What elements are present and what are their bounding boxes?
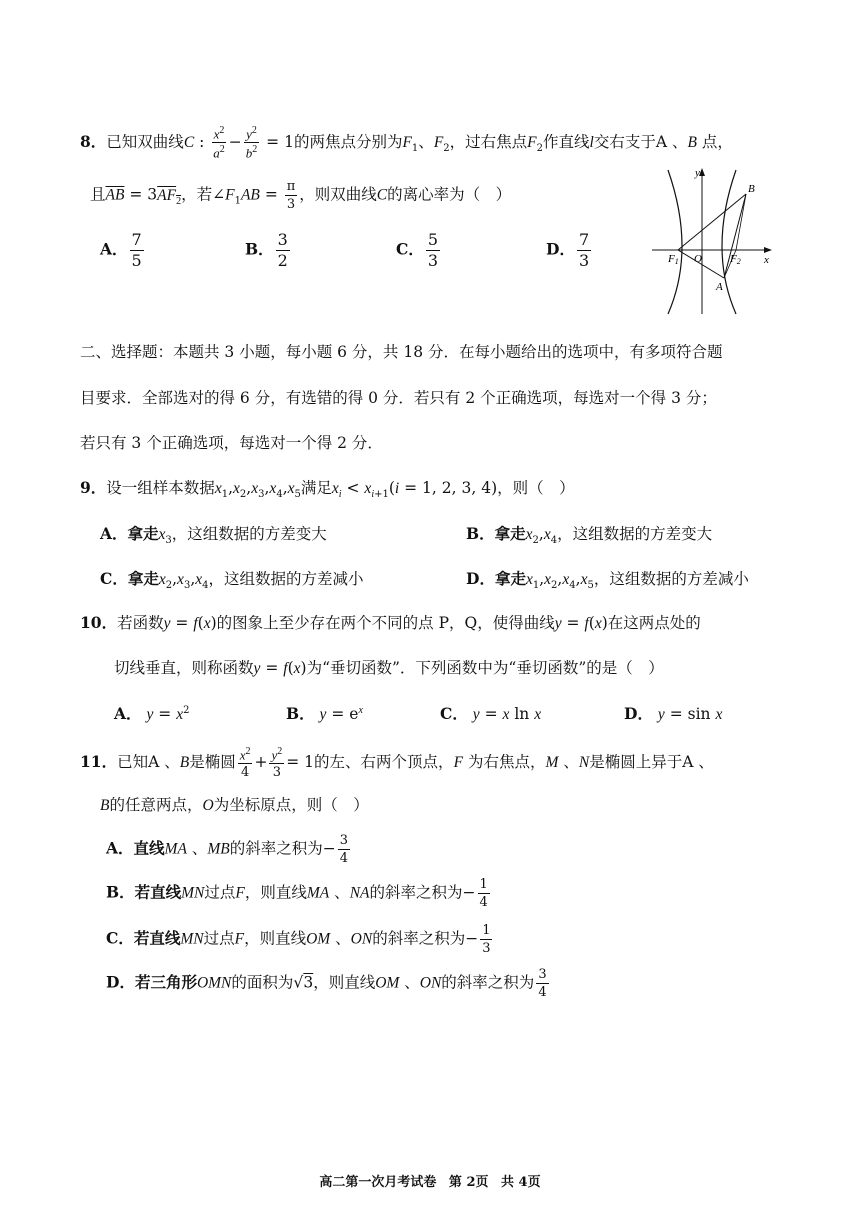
footer-page: 第 2页 [448, 1175, 489, 1190]
footer-total: 共 4页 [501, 1175, 541, 1190]
hyperbola-figure [650, 166, 780, 316]
fig-label-O: O [694, 253, 702, 265]
q11-stem-mid2: 的左、右两个顶点， [314, 753, 454, 772]
q9-option-c[interactable]: C．拿走$x_2,x_3,x_4$，这组数据的方差减小 [100, 569, 364, 592]
footer-title: 高二第一次月考试卷 [319, 1175, 437, 1190]
q9-stem: 9．设一组样本数据$x_1,x_2,x_3,x_4,x_5$满足$x_i < x_{i+1}(i = 1$, 2, 3, 4)，则（ ） [80, 478, 575, 501]
q8-line2-end: ，则双曲线 [299, 185, 377, 204]
fig-label-F1: F1 [668, 253, 679, 266]
q11-option-d[interactable]: D．若三角形OMN的面积为√3，则直线OM 、ON的斜率之积为 $\frac{3}{4}$ [106, 967, 547, 1000]
q11-option-c[interactable]: C．若直线MN过点F，则直线OM 、ON的斜率之积为− $\frac{1}{3}$ [106, 923, 491, 956]
q8-frac-x: $\frac{x^2}{a^2}$ [213, 125, 225, 161]
q11-stem-mid: 是椭圆 [189, 753, 236, 772]
q10-option-c[interactable]: C． y = x ln x [440, 704, 542, 723]
q8-stem-mid3: 作直线 [543, 132, 590, 151]
fig-label-A: A [716, 281, 723, 293]
q11-option-a[interactable]: A．直线MA 、MB的斜率之积为− $\frac{3}{4}$ [106, 833, 349, 866]
q8-stem-pre: 已知双曲线 [106, 132, 184, 151]
q8-option-a[interactable]: A． $\frac{7}{5}$ [100, 230, 142, 270]
q10-option-a[interactable]: A． $y = x^2$ [114, 704, 190, 723]
q10-line2: 切线垂直，则称函数y = f(x)为“垂切函数”．下列函数中为“垂切函数”的是（ ） [114, 659, 664, 677]
q9-number: 9． [80, 478, 107, 497]
q10-line2-pre: 切线垂直，则称函数 [114, 659, 254, 677]
q8-option-c[interactable]: C． $\frac{5}{3}$ [396, 230, 439, 270]
fig-label-y: y [695, 167, 700, 179]
fig-label-x: x [764, 254, 769, 266]
q9-stem-end: ，则（ ） [497, 479, 575, 497]
q11-option-b[interactable]: B．若直线MN过点F，则直线MA 、NA的斜率之积为− $\frac{1}{4}$ [106, 877, 488, 910]
q8-stem-mid2: ，过右焦点 [449, 132, 528, 151]
q11-stem-pre: 已知 [117, 753, 149, 772]
q10-line2-end: 为“垂切函数”．下列函数中为“垂切函数”的是（ ） [306, 659, 664, 677]
q8-frac-pi3: $\frac{\pi}{3}$ [286, 179, 296, 212]
q11-line2-end2: 为坐标原点，则（ ） [213, 796, 369, 814]
q11-number: 11． [80, 752, 118, 772]
q8-stem-end: 交右支于 [593, 132, 656, 151]
section2-line2: 目要求．全部选对的得 6 分，有选错的得 0 分．若只有 2 个正确选项，每选对一个得 3 分； [80, 389, 717, 407]
q8-frac-y: $\frac{y^2}{b^2}$ [245, 125, 258, 161]
q9-option-d[interactable]: D．拿走$x_1,x_2,x_4,x_5$，这组数据的方差减小 [466, 569, 749, 592]
q9-option-a[interactable]: A．拿走$x_3$，这组数据的方差变大 [100, 524, 327, 547]
q8-line2-mid: ，若 [181, 185, 213, 204]
section2-line1: 二、选择题：本题共 3 小题，每小题 6 分，共 18 分．在每小题给出的选项中，有多项符合题 [80, 343, 723, 361]
q10-option-b[interactable]: B． $y = e^x$ [286, 704, 363, 723]
q8-option-b[interactable]: B． $\frac{3}{2}$ [245, 230, 288, 270]
fig-label-F2: F2 [730, 253, 741, 266]
q8-pts-end: 点， [701, 132, 733, 151]
q11-line2-end: 的任意两点， [109, 796, 203, 814]
section2-line3: 若只有 3 个正确选项，每选对一个得 2 分． [80, 434, 383, 452]
fig-label-B: B [748, 183, 755, 195]
q8-number: 8． [80, 131, 107, 151]
q8-option-d[interactable]: D． $\frac{7}{3}$ [546, 230, 590, 270]
q8-stem-mid: 的两焦点分别为 [293, 132, 403, 151]
q8-line2-end2: 的离心率为（ ） [387, 185, 512, 204]
q8-line1: 8．已知双曲线C : $\frac{x^2}{a^2}$ − $\frac{y^2}{b^2}$ = 1的两焦点分别为$F_1$、$F_2$，过右焦点$F_2$作直线l交右支于A 、B 点， [80, 125, 733, 161]
page-footer [0, 1171, 860, 1190]
q11-line2: B的任意两点，O为坐标原点，则（ ） [100, 796, 369, 814]
q10-stem-mid: 的图象上至少存在两个不同的点 P，Q，使得曲线 [216, 614, 555, 632]
q8-line2-pre: 且 [90, 185, 106, 204]
q10-stem-pre: 若函数 [117, 614, 164, 632]
q10-number: 10． [80, 613, 118, 632]
q10-stem-end: 在这两点处的 [607, 614, 701, 632]
q9-stem-mid: 满足 [300, 479, 332, 497]
q10-line1: 10．若函数y = f(x)的图象上至少存在两个不同的点 P，Q，使得曲线y = f(x)在这两点处的 [80, 613, 701, 632]
q10-option-d[interactable]: D． y = sin x [624, 704, 723, 723]
q11-line1: 11．已知A 、B是椭圆 $\frac{x^2}{4}$ + $\frac{y^2}{3}$ = 1的左、右两个顶点，F 为右焦点，M 、N是椭圆上异于A 、 [80, 746, 714, 781]
q9-option-b[interactable]: B．拿走$x_2,x_4$，这组数据的方差变大 [466, 524, 713, 547]
q9-stem-pre: 设一组样本数据 [106, 479, 215, 497]
q8-line2: 且$\overline{AB} = 3AF_2$，若$\angle F_1AB$ = $\frac{\pi}{3}$ ，则双曲线C的离心率为（ ） [90, 179, 512, 212]
q11-stem-end: 是椭圆上异于 [589, 753, 683, 772]
q11-stem-mid3: 为右焦点， [467, 753, 546, 772]
